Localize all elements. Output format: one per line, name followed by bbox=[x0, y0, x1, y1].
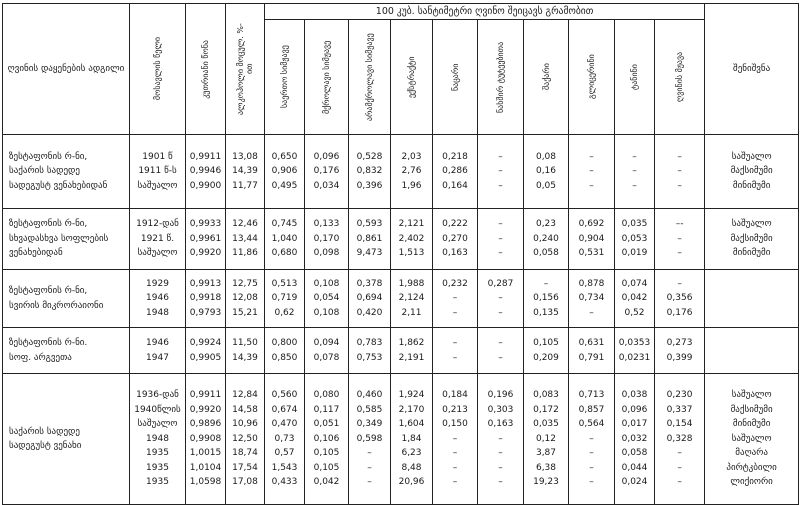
value-cell: – – – bbox=[569, 135, 615, 209]
value-cell: 0,222 0,270 0,163 bbox=[433, 209, 478, 270]
value-cell: 0,184 0,213 0,150 – – – – bbox=[433, 374, 478, 505]
location-cell: ზესტაფონის რ-ნი, სხვადასხვა სოფლების ვენახებიდან bbox=[3, 209, 130, 270]
value-cell: 0,9924 0,9905 bbox=[186, 328, 226, 374]
table-row bbox=[3, 135, 799, 209]
value-cell: 13,08 14,39 11,77 bbox=[226, 135, 265, 209]
table-row bbox=[3, 374, 799, 505]
value-cell: 0,218 0,286 0,164 bbox=[433, 135, 478, 209]
value-cell: 0,9911 0,9946 0,9900 bbox=[186, 135, 226, 209]
value-cell: 0,0353 0,0231 bbox=[615, 328, 655, 374]
value-cell: – – bbox=[433, 328, 478, 374]
year-cell: 1912-დან 1921 წ. საშუალო bbox=[130, 209, 186, 270]
header-sub-4: ნაცარი bbox=[433, 20, 478, 135]
value-cell: – – – bbox=[478, 135, 524, 209]
value-cell: 0,713 0,857 0,564 – – – – bbox=[569, 374, 615, 505]
note-cell bbox=[705, 328, 799, 374]
value-cell: 12,84 14,58 10,96 12,50 18,74 17,54 17,08 bbox=[226, 374, 265, 505]
note-cell bbox=[705, 270, 799, 328]
value-cell: 0,038 0,096 0,017 0,032 0,058 0,044 0,024 bbox=[615, 374, 655, 505]
value-cell: 0,096 0,176 0,034 bbox=[305, 135, 349, 209]
note-cell: საშუალო მაქსიმუმი მინიმუმი bbox=[705, 209, 799, 270]
value-cell: 0,650 0,906 0,495 bbox=[265, 135, 305, 209]
value-cell: 12,75 12,08 15,21 bbox=[226, 270, 265, 328]
value-cell: –- – – bbox=[655, 209, 705, 270]
value-cell: 0,745 1,040 0,680 bbox=[265, 209, 305, 270]
header-alcohol: ალკოჰოლი მოცულ. %-ით bbox=[226, 4, 265, 135]
value-cell: 0,593 0,861 9,473 bbox=[349, 209, 391, 270]
value-cell: 2,121 2,402 1,513 bbox=[391, 209, 433, 270]
value-cell: 0,273 0,399 bbox=[655, 328, 705, 374]
header-sub-2: არამქროლავი სიმჟავე bbox=[349, 20, 391, 135]
header-density: კუთრიანი წონა bbox=[186, 4, 226, 135]
year-cell: 1936-დან 1940წლის საშუალო 1948 1935 1935 1935 bbox=[130, 374, 186, 505]
table-row bbox=[3, 270, 799, 328]
header-location: ღვინის დაყენების ადგილი bbox=[3, 4, 130, 135]
location-cell: საქარის სადედე სადეგუსტ ვენახი bbox=[3, 374, 130, 505]
value-cell: 0,513 0,719 0,62 bbox=[265, 270, 305, 328]
value-cell: 0,460 0,585 0,349 0,598 – – – bbox=[349, 374, 391, 505]
value-cell: 0,035 0,053 0,019 bbox=[615, 209, 655, 270]
location-cell: ზესტაფონის რ-ნი, საქარის სადედე სადეგუსტ ვენახებიდან bbox=[3, 135, 130, 209]
value-cell: 0,083 0,172 0,035 0,12 3,87 6,38 19,23 bbox=[524, 374, 569, 505]
year-cell: 1929 1946 1948 bbox=[130, 270, 186, 328]
location-cell: ზესტაფონის რ-ნი. სოფ. არგვეთა bbox=[3, 328, 130, 374]
value-cell: 0,196 0,303 0,163 – – – – bbox=[478, 374, 524, 505]
value-cell: 0,074 0,042 0,52 bbox=[615, 270, 655, 328]
value-cell: 0,08 0,16 0,05 bbox=[524, 135, 569, 209]
value-cell: – – – bbox=[615, 135, 655, 209]
value-cell: – – – bbox=[478, 209, 524, 270]
table-row bbox=[3, 209, 799, 270]
wine-composition-table bbox=[2, 3, 799, 505]
value-cell: 0,631 0,791 bbox=[569, 328, 615, 374]
value-cell: 0,133 0,170 0,098 bbox=[305, 209, 349, 270]
value-cell: 0,800 0,850 bbox=[265, 328, 305, 374]
header-sub-9: ღვინის მჟავა bbox=[655, 20, 705, 135]
header-sub-6: შაქარი bbox=[524, 20, 569, 135]
value-cell: 0,105 0,209 bbox=[524, 328, 569, 374]
header-sub-3: ექსტრაქტი bbox=[391, 20, 433, 135]
header-sub-0: საერთო სიმჟავე bbox=[265, 20, 305, 135]
year-cell: 1946 1947 bbox=[130, 328, 186, 374]
value-cell: 0,108 0,054 0,108 bbox=[305, 270, 349, 328]
note-cell: საშუალო მაქსიმუმი მინიმუმი bbox=[705, 135, 799, 209]
value-cell: 0,692 0,904 0,531 bbox=[569, 209, 615, 270]
location-cell: ზესტაფონის რ-ნი, სვირის მიკრორაიონი bbox=[3, 270, 130, 328]
value-cell: – 0,356 0,176 bbox=[655, 270, 705, 328]
header-sub-1: მქროლავი სიმჟავე bbox=[305, 20, 349, 135]
value-cell: 1,924 2,170 1,604 1,84 6,23 8,48 20,96 bbox=[391, 374, 433, 505]
value-cell: 1,988 2,124 2,11 bbox=[391, 270, 433, 328]
header-note: შენიშვნა bbox=[705, 4, 799, 135]
table-row bbox=[3, 328, 799, 374]
header-year: მოსავლის წელი bbox=[130, 4, 186, 135]
header-group-title: 100 კუბ. სანტიმეტრი ღვინო შეიცავს გრამობით bbox=[265, 4, 705, 20]
value-cell: 0,783 0,753 bbox=[349, 328, 391, 374]
value-cell: 0,23 0,240 0,058 bbox=[524, 209, 569, 270]
value-cell: 0,9913 0,9918 0,9793 bbox=[186, 270, 226, 328]
value-cell: – 0,156 0,135 bbox=[524, 270, 569, 328]
value-cell: 0,287 – – bbox=[478, 270, 524, 328]
value-cell: 0,230 0,337 0,154 0,328 – – – bbox=[655, 374, 705, 505]
value-cell: 0,080 0,117 0,051 0,106 0,105 0,105 0,042 bbox=[305, 374, 349, 505]
header-sub-5: ნახშირ ტუტეებითა bbox=[478, 20, 524, 135]
value-cell: 12,46 13,44 11,86 bbox=[226, 209, 265, 270]
value-cell: 0,878 0,734 – bbox=[569, 270, 615, 328]
value-cell: 0,528 0,832 0,396 bbox=[349, 135, 391, 209]
value-cell: 1,862 2,191 bbox=[391, 328, 433, 374]
value-cell: 0,560 0,674 0,470 0,73 0,57 1,543 0,433 bbox=[265, 374, 305, 505]
value-cell: 0,9911 0,9920 0,9896 0,9908 1,0015 1,0104 1,0598 bbox=[186, 374, 226, 505]
value-cell: 0,232 – – bbox=[433, 270, 478, 328]
value-cell: – – – bbox=[655, 135, 705, 209]
header-sub-7: გლიცერინი bbox=[569, 20, 615, 135]
note-cell: საშუალო მაქსიმუმი მინიმუმი საშუალო მაღარა პირტკბილი ლიქიორი bbox=[705, 374, 799, 505]
value-cell: – – bbox=[478, 328, 524, 374]
value-cell: 2,03 2,76 1,96 bbox=[391, 135, 433, 209]
value-cell: 0,094 0,078 bbox=[305, 328, 349, 374]
value-cell: 0,9933 0,9961 0,9920 bbox=[186, 209, 226, 270]
value-cell: 0,378 0,694 0,420 bbox=[349, 270, 391, 328]
header-sub-8: ტანინი bbox=[615, 20, 655, 135]
value-cell: 11,50 14,39 bbox=[226, 328, 265, 374]
year-cell: 1901 წ 1911 წ-ს საშუალო bbox=[130, 135, 186, 209]
